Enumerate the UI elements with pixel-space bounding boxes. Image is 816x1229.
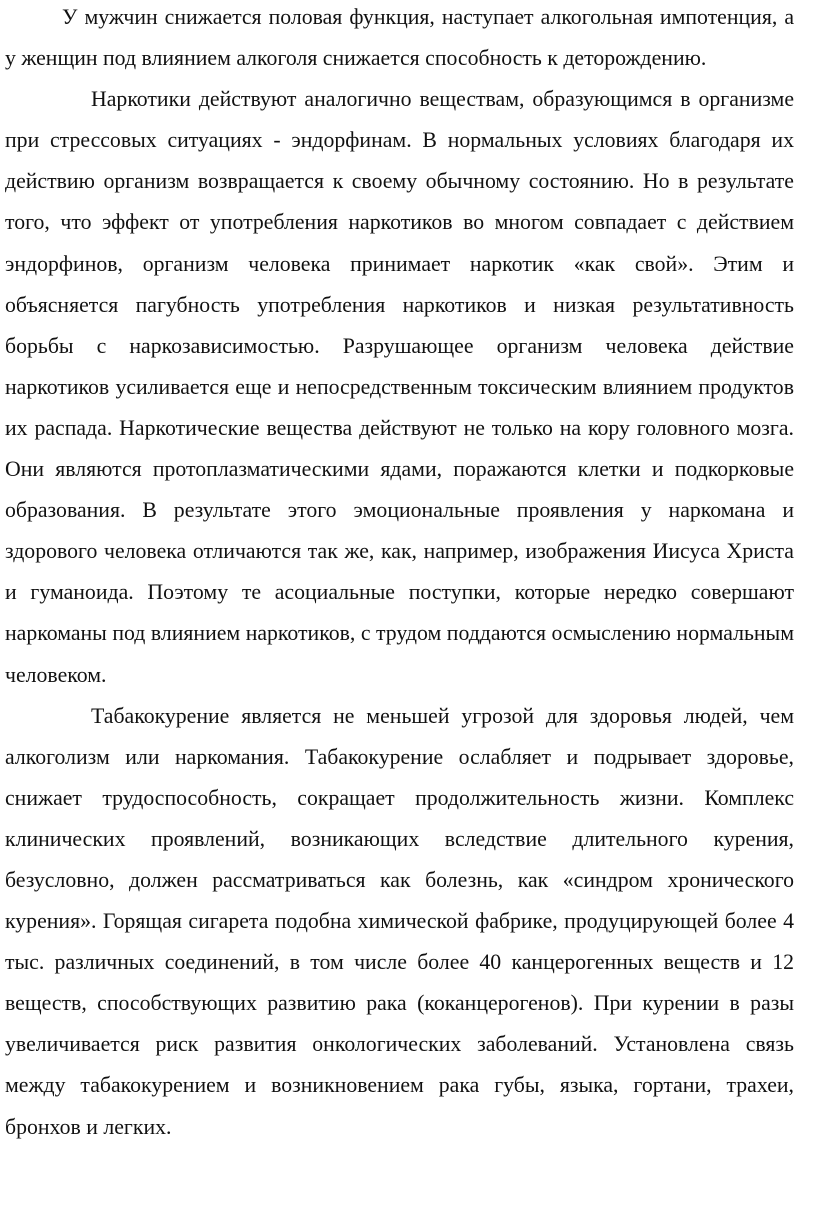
paragraph-smoking: Табакокурение является не меньшей угрозой для здоровья людей, чем алкоголизм или наркомания. Табакокурение ослабляет и подрывает здоровье, снижает трудоспособность, сокращает продолжительность жизни. Комплекс клинических проявлений, возникающих вследствие длительного курения, безусловно, должен рассматриваться как болезнь, как «синдром хронического курения». Горящая сигарета подобна химической фабрике, продуцирующей более 4 тыс. различных соединений, в том числе более 40 канцерогенных веществ и 12 веществ, способствующих развитию рака (коканцерогенов). При курении в разы увеличивается риск развития онкологических заболеваний. Установлена связь между табакокурением и возникновением рака губы, языка, гортани, трахеи, бронхов и легких. (5, 703, 794, 1139)
paragraph-alcohol-effects: У мужчин снижается половая функция, наступает алкогольная импотенция, а у женщин под влиянием алкоголя снижается способность к деторождению. (5, 5, 794, 71)
paragraph-narcotics: Наркотики действуют аналогично веществам, образующимся в организме при стрессовых ситуациях - эндорфинам. В нормальных условиях благодаря их действию организм возвращается к своему обычному состоянию. Но в результате того, что эффект от употребления наркотиков во многом совпадает с действием эндорфинов, организм человека принимает наркотик «как свой». Этим и объясняется пагубность употребления наркотиков и низкая результативность борьбы с наркозависимостью. Разрушающее организм человека действие наркотиков усиливается еще и непосредственным токсическим влиянием продуктов их распада. Наркотические вещества действуют не только на кору головного мозга. Они являются протоплазматическими ядами, поражаются клетки и подкорковые образования. В результате этого эмоциональные проявления у наркомана и здорового человека отличаются так же, как, например, изображения Иисуса Христа и гуманоида. Поэтому те асоциальные поступки, которые нередко совершают наркоманы под влиянием наркотиков, с трудом поддаются осмыслению нормальным человеком. (5, 87, 794, 687)
